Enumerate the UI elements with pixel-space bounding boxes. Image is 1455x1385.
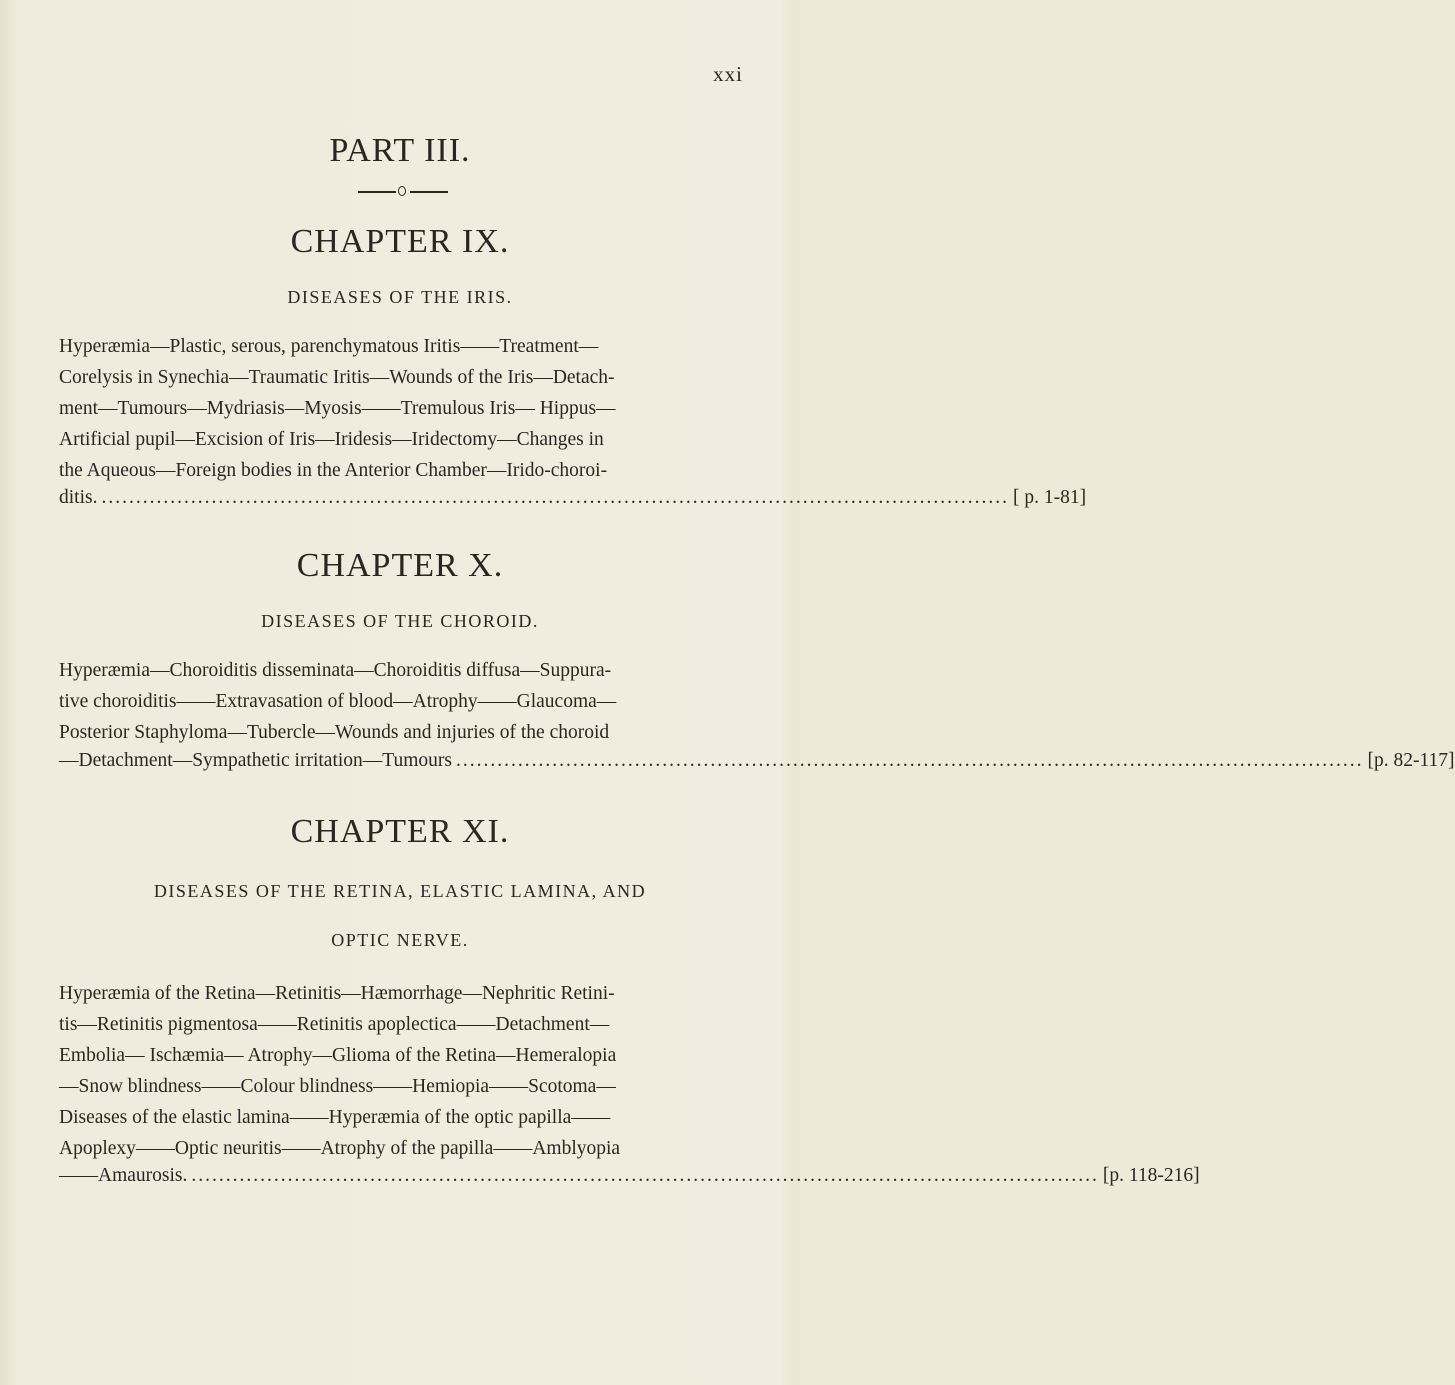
contents-line: tive choroiditis——Extravasation of blood—Atrophy——Glaucoma— — [59, 691, 617, 712]
dot-leader: .................................................................................................................................... — [456, 750, 1364, 771]
contents-line: Hyperæmia—Plastic, serous, parenchymatous Iritis——Treatment— — [59, 336, 599, 357]
page-reference: [ p. 1-81] — [1012, 487, 1087, 508]
ornament-line-right — [410, 191, 448, 193]
chapter-11-page-ref-line — [59, 1165, 1200, 1187]
contents-line: Artificial pupil—Excision of Iris—Iridesis—Iridectomy—Changes in — [59, 429, 604, 450]
chapter-10-title: CHAPTER X. — [296, 547, 504, 584]
part-title: PART III. — [329, 132, 471, 169]
contents-line-end: ditis. — [59, 487, 98, 508]
chapter-9-title: CHAPTER IX. — [290, 223, 510, 260]
contents-line: ment—Tumours—Mydriasis—Myosis——Tremulous Iris— Hippus— — [59, 398, 616, 419]
page-number: xxi — [713, 62, 743, 86]
contents-line: Corelysis in Synechia—Traumatic Iritis—Wounds of the Iris—Detach- — [59, 367, 615, 388]
chapter-9-page-ref-line — [59, 487, 1087, 509]
chapter-11-contents — [59, 978, 744, 1164]
contents-line-end: —Detachment—Sympathetic irritation—Tumours — [59, 750, 453, 771]
chapter-11-title: CHAPTER XI. — [290, 813, 510, 850]
contents-line: Apoplexy——Optic neuritis——Atrophy of the papilla——Amblyopia — [59, 1138, 621, 1159]
contents-line: Hyperæmia of the Retina—Retinitis—Hæmorrhage—Nephritic Retini- — [59, 983, 615, 1004]
ornament-divider — [358, 186, 448, 196]
contents-line: Posterior Staphyloma—Tubercle—Wounds and injuries of the choroid — [59, 722, 610, 743]
dot-leader: .................................................................................................................................... — [101, 487, 1009, 508]
contents-line: Embolia— Ischæmia— Atrophy—Glioma of the Retina—Hemeralopia — [59, 1045, 617, 1066]
chapter-11-subtitle: DISEASES OF THE RETINA, ELASTIC LAMINA, AND — [153, 881, 647, 901]
page-reference: [p. 82-117] — [1367, 750, 1455, 771]
chapter-10-contents — [59, 655, 744, 748]
contents-line: tis—Retinitis pigmentosa——Retinitis apoplectica——Detachment— — [59, 1014, 610, 1035]
ornament-circle — [398, 186, 406, 196]
contents-line: Hyperæmia—Choroiditis disseminata—Choroiditis diffusa—Suppura- — [59, 660, 612, 681]
chapter-11-subtitle-line-2: OPTIC NERVE. — [331, 930, 469, 950]
dot-leader: .................................................................................................................................... — [191, 1165, 1099, 1186]
contents-line: the Aqueous—Foreign bodies in the Anterior Chamber—Irido-choroi- — [59, 460, 608, 481]
contents-line: —Snow blindness——Colour blindness——Hemiopia——Scotoma— — [59, 1076, 616, 1097]
ornament-line-left — [358, 191, 396, 193]
chapter-10-subtitle: DISEASES OF THE CHOROID. — [261, 611, 539, 631]
chapter-10-page-ref-line — [59, 750, 1455, 772]
contents-line-end: ——Amaurosis. — [59, 1165, 188, 1186]
chapter-9-contents — [59, 331, 744, 486]
contents-line: Diseases of the elastic lamina——Hyperæmia of the optic papilla—— — [59, 1107, 611, 1128]
chapter-9-subtitle: DISEASES OF THE IRIS. — [287, 287, 513, 307]
page-reference: [p. 118-216] — [1102, 1165, 1200, 1186]
